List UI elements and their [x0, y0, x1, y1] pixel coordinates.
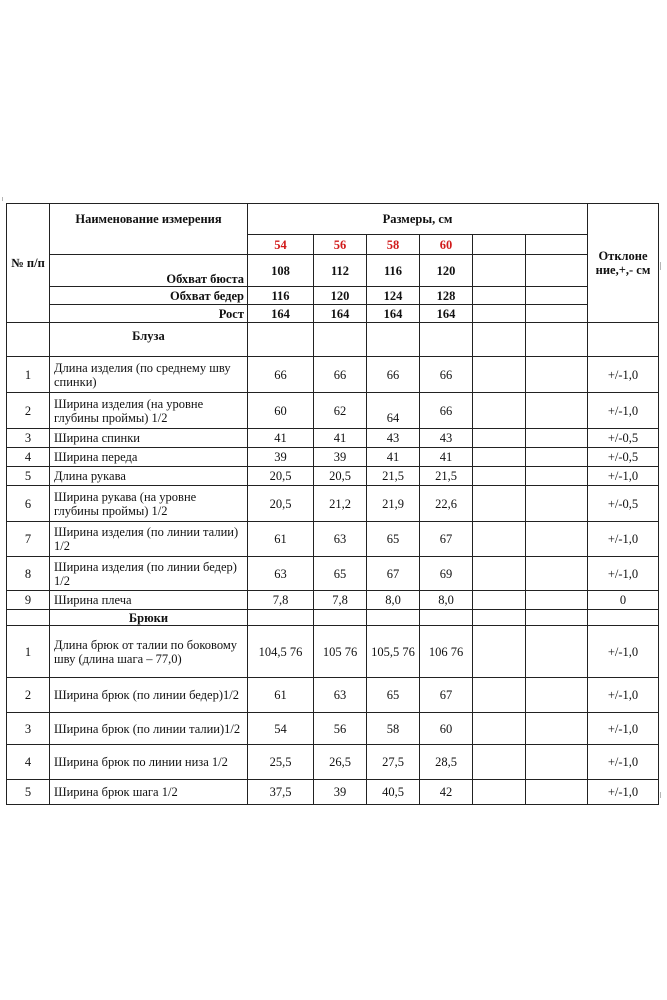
measure-value: 39 — [314, 780, 367, 805]
param-label: Обхват бедер — [50, 287, 248, 305]
deviation-value: 0 — [588, 591, 659, 610]
empty-cell — [526, 522, 588, 557]
param-value: 116 — [367, 255, 420, 287]
table-row — [7, 557, 659, 591]
measure-value: 62 — [314, 393, 367, 429]
empty-cell — [473, 323, 526, 357]
empty-cell — [526, 448, 588, 467]
measure-name: Ширина брюк (по линии талии)1/2 — [50, 713, 248, 745]
measure-name: Длина рукава — [50, 467, 248, 486]
empty-cell — [588, 610, 659, 626]
measure-name: Длина брюк от талии по боковому шву (длина шага – 77,0) — [50, 626, 248, 678]
num-header: № п/п — [7, 204, 50, 323]
measure-value: 63 — [248, 557, 314, 591]
measure-name: Ширина плеча — [50, 591, 248, 610]
empty-cell — [473, 357, 526, 393]
empty-cell — [7, 610, 50, 626]
measure-value: 105,5 76 — [367, 626, 420, 678]
deviation-value: +/-0,5 — [588, 486, 659, 522]
row-number: 4 — [7, 745, 50, 780]
size-60: 60 — [420, 235, 473, 255]
param-label: Рост — [50, 305, 248, 323]
measure-value: 65 — [367, 678, 420, 713]
empty-cell — [526, 745, 588, 780]
empty-cell — [526, 467, 588, 486]
measure-value: 41 — [248, 429, 314, 448]
param-label: Обхват бюста — [50, 255, 248, 287]
row-number: 8 — [7, 557, 50, 591]
empty-cell — [526, 287, 588, 305]
measure-value: 21,5 — [420, 467, 473, 486]
empty-cell — [526, 486, 588, 522]
empty-cell — [473, 557, 526, 591]
section-title: Блуза — [50, 323, 248, 357]
measure-value: 39 — [314, 448, 367, 467]
empty-cell — [420, 323, 473, 357]
measure-value: 66 — [420, 393, 473, 429]
deviation-value: +/-1,0 — [588, 522, 659, 557]
empty-cell — [588, 323, 659, 357]
param-value: 124 — [367, 287, 420, 305]
measure-name: Ширина переда — [50, 448, 248, 467]
param-value: 164 — [367, 305, 420, 323]
deviation-value: +/-1,0 — [588, 357, 659, 393]
name-header: Наименование измерения — [50, 204, 248, 255]
deviation-value: +/-1,0 — [588, 678, 659, 713]
row-number: 1 — [7, 357, 50, 393]
measure-value: 67 — [420, 678, 473, 713]
measure-value: 28,5 — [420, 745, 473, 780]
size-56: 56 — [314, 235, 367, 255]
empty-cell — [314, 323, 367, 357]
empty-cell — [526, 591, 588, 610]
measure-value: 106 76 — [420, 626, 473, 678]
measure-value: 41 — [367, 448, 420, 467]
measure-value: 66 — [367, 357, 420, 393]
measure-value: 66 — [314, 357, 367, 393]
row-number: 2 — [7, 393, 50, 429]
deviation-value: +/-1,0 — [588, 780, 659, 805]
header-row-title — [7, 204, 659, 235]
measure-value: 43 — [367, 429, 420, 448]
param-value: 108 — [248, 255, 314, 287]
measure-value: 64 — [367, 393, 420, 429]
empty-cell — [473, 780, 526, 805]
table-row — [7, 678, 659, 713]
param-value: 120 — [314, 287, 367, 305]
deviation-value: +/-1,0 — [588, 626, 659, 678]
empty-cell — [526, 429, 588, 448]
empty-cell — [248, 323, 314, 357]
param-value: 128 — [420, 287, 473, 305]
row-number: 9 — [7, 591, 50, 610]
empty-cell — [7, 323, 50, 357]
table-row — [7, 357, 659, 393]
sizes-header: Размеры, см — [248, 204, 588, 235]
header-row-height — [7, 305, 659, 323]
measure-value: 63 — [314, 522, 367, 557]
param-value: 112 — [314, 255, 367, 287]
measure-value: 37,5 — [248, 780, 314, 805]
empty-cell — [526, 357, 588, 393]
param-value: 120 — [420, 255, 473, 287]
empty-cell — [526, 780, 588, 805]
empty-cell — [473, 305, 526, 323]
deviation-header: Отклоне ние,+,- см — [588, 204, 659, 323]
header-row-hips — [7, 287, 659, 305]
table-row — [7, 467, 659, 486]
measure-value: 21,2 — [314, 486, 367, 522]
empty-cell — [526, 557, 588, 591]
empty-cell — [526, 713, 588, 745]
measure-value: 42 — [420, 780, 473, 805]
margin-mark — [660, 262, 661, 270]
size-chart-table — [6, 203, 659, 805]
param-value: 164 — [420, 305, 473, 323]
empty-cell — [473, 713, 526, 745]
size-54: 54 — [248, 235, 314, 255]
deviation-value: +/-1,0 — [588, 745, 659, 780]
section-row — [7, 323, 659, 357]
row-number: 1 — [7, 626, 50, 678]
measure-name: Ширина брюк шага 1/2 — [50, 780, 248, 805]
measure-value: 105 76 — [314, 626, 367, 678]
measure-name: Ширина брюк (по линии бедер)1/2 — [50, 678, 248, 713]
deviation-value: +/-1,0 — [588, 557, 659, 591]
measure-value: 21,5 — [367, 467, 420, 486]
measure-value: 25,5 — [248, 745, 314, 780]
deviation-value: +/-0,5 — [588, 448, 659, 467]
empty-cell — [526, 678, 588, 713]
measure-value: 104,5 76 — [248, 626, 314, 678]
empty-cell — [526, 305, 588, 323]
empty-cell — [473, 591, 526, 610]
empty-cell — [420, 610, 473, 626]
measure-value: 56 — [314, 713, 367, 745]
measure-name: Длина изделия (по среднему шву спинки) — [50, 357, 248, 393]
empty-cell — [473, 522, 526, 557]
empty-cell — [473, 678, 526, 713]
row-number: 5 — [7, 467, 50, 486]
measure-value: 65 — [314, 557, 367, 591]
margin-mark — [660, 792, 661, 798]
measure-value: 20,5 — [314, 467, 367, 486]
measure-value: 63 — [314, 678, 367, 713]
measure-value: 20,5 — [248, 467, 314, 486]
table-row — [7, 429, 659, 448]
empty-cell — [367, 323, 420, 357]
size-58: 58 — [367, 235, 420, 255]
deviation-value: +/-1,0 — [588, 393, 659, 429]
empty-cell — [473, 745, 526, 780]
empty-cell — [526, 235, 588, 255]
row-number: 3 — [7, 713, 50, 745]
param-value: 164 — [248, 305, 314, 323]
measure-value: 43 — [420, 429, 473, 448]
measure-value: 8,0 — [420, 591, 473, 610]
measure-value: 20,5 — [248, 486, 314, 522]
measure-value: 22,6 — [420, 486, 473, 522]
measure-value: 8,0 — [367, 591, 420, 610]
empty-cell — [314, 610, 367, 626]
empty-cell — [526, 255, 588, 287]
measure-value: 7,8 — [314, 591, 367, 610]
empty-cell — [526, 323, 588, 357]
param-value: 164 — [314, 305, 367, 323]
row-number: 4 — [7, 448, 50, 467]
table-row — [7, 745, 659, 780]
measure-name: Ширина рукава (на уровне глубины проймы) 1/2 — [50, 486, 248, 522]
measure-value: 66 — [420, 357, 473, 393]
measure-value: 41 — [314, 429, 367, 448]
measure-value: 21,9 — [367, 486, 420, 522]
measure-name: Ширина изделия (по линии талии) 1/2 — [50, 522, 248, 557]
measure-name: Ширина брюк по линии низа 1/2 — [50, 745, 248, 780]
row-number: 7 — [7, 522, 50, 557]
empty-cell — [367, 610, 420, 626]
empty-cell — [473, 287, 526, 305]
measure-value: 27,5 — [367, 745, 420, 780]
section-title: Брюки — [50, 610, 248, 626]
measure-value: 58 — [367, 713, 420, 745]
measure-name: Ширина изделия (на уровне глубины проймы) 1/2 — [50, 393, 248, 429]
empty-cell — [473, 393, 526, 429]
table-row — [7, 393, 659, 429]
empty-cell — [473, 429, 526, 448]
measure-value: 41 — [420, 448, 473, 467]
measure-value: 67 — [420, 522, 473, 557]
table-row — [7, 780, 659, 805]
deviation-value: +/-1,0 — [588, 467, 659, 486]
empty-cell — [526, 610, 588, 626]
measure-value: 67 — [367, 557, 420, 591]
table-row — [7, 486, 659, 522]
measure-name: Ширина спинки — [50, 429, 248, 448]
empty-cell — [473, 486, 526, 522]
table-row — [7, 448, 659, 467]
measure-value: 65 — [367, 522, 420, 557]
empty-cell — [526, 626, 588, 678]
measure-name: Ширина изделия (по линии бедер) 1/2 — [50, 557, 248, 591]
measure-value: 61 — [248, 678, 314, 713]
measure-value: 7,8 — [248, 591, 314, 610]
empty-cell — [473, 448, 526, 467]
section-row — [7, 610, 659, 626]
row-number: 2 — [7, 678, 50, 713]
measure-value: 40,5 — [367, 780, 420, 805]
table-row — [7, 713, 659, 745]
measure-value: 61 — [248, 522, 314, 557]
empty-cell — [473, 610, 526, 626]
measure-value: 69 — [420, 557, 473, 591]
measure-value: 26,5 — [314, 745, 367, 780]
row-number: 5 — [7, 780, 50, 805]
table-row — [7, 591, 659, 610]
empty-cell — [473, 467, 526, 486]
table-row — [7, 522, 659, 557]
empty-cell — [526, 393, 588, 429]
deviation-value: +/-0,5 — [588, 429, 659, 448]
measure-value: 60 — [420, 713, 473, 745]
empty-cell — [248, 610, 314, 626]
empty-cell — [473, 255, 526, 287]
measure-value: 66 — [248, 357, 314, 393]
param-value: 116 — [248, 287, 314, 305]
measure-value: 39 — [248, 448, 314, 467]
table-row — [7, 626, 659, 678]
margin-mark — [2, 197, 3, 201]
empty-cell — [473, 626, 526, 678]
empty-cell — [473, 235, 526, 255]
header-row-bust — [7, 255, 659, 287]
row-number: 6 — [7, 486, 50, 522]
measure-value: 54 — [248, 713, 314, 745]
measure-value: 60 — [248, 393, 314, 429]
deviation-value: +/-1,0 — [588, 713, 659, 745]
row-number: 3 — [7, 429, 50, 448]
